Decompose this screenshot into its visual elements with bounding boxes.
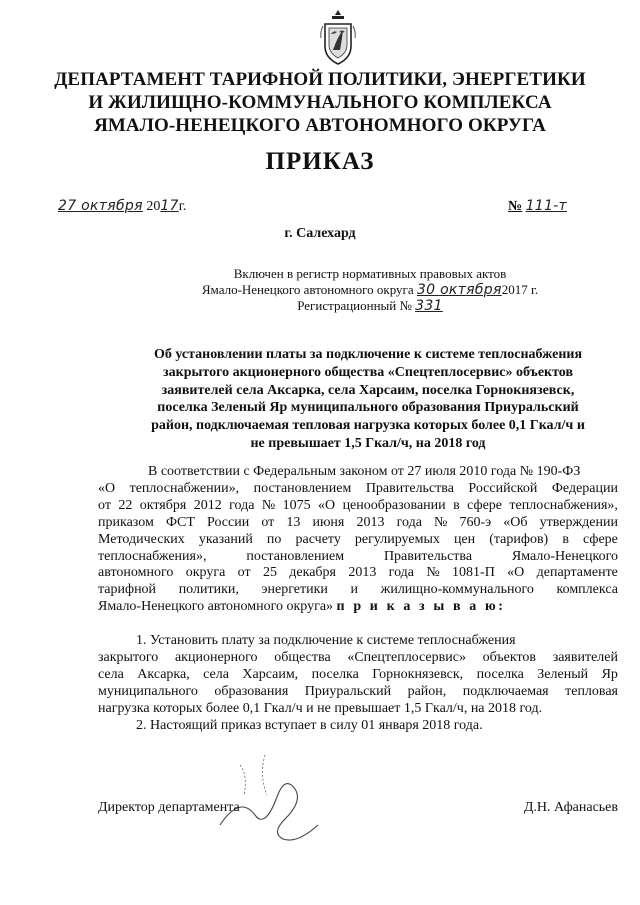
word: и [350, 582, 359, 598]
word: Федерации [551, 480, 618, 496]
word: указаний [198, 531, 253, 547]
registration-line-2-prefix: Ямало-Ненецкого автономного округа [201, 282, 414, 297]
word: в [453, 497, 460, 513]
word: 1075 [282, 497, 311, 513]
item-1-first-line: 1. Установить плату за подключение к системе теплоснабжения [136, 633, 516, 649]
word: «Спецтеплосервис» [347, 650, 466, 666]
word: ценообразовании [342, 497, 446, 513]
word: 2013 [348, 565, 377, 581]
word: сфере [467, 497, 502, 513]
order-number-label: № [508, 199, 523, 214]
word: 1081-П [452, 565, 495, 581]
word: муниципального [98, 683, 198, 699]
word: тепловая [565, 683, 618, 699]
word: объектов [482, 650, 537, 666]
word: в [562, 531, 569, 547]
word: «О [98, 480, 116, 496]
preamble-row [98, 515, 618, 532]
word: декабря [289, 565, 336, 581]
item-1-row [98, 667, 618, 684]
word: район, [407, 683, 447, 699]
order-subject [128, 346, 608, 453]
subject-line: Об установлении платы за подключение к системе теплоснабжения [153, 347, 583, 362]
order-number-handwritten: 111-т [525, 198, 568, 214]
word: 22 [118, 497, 133, 513]
registration-stamp [190, 266, 550, 314]
word: Аксарка, [137, 666, 190, 682]
word: № [426, 565, 440, 581]
word: России [207, 514, 250, 530]
preamble-row [98, 565, 618, 582]
signatory-position: Директор департамента [98, 800, 240, 815]
word: теплоснабжения», [98, 548, 207, 564]
word: теплоснабжении», [129, 480, 240, 496]
preamble-last-text: Ямало-Ненецкого автономного округа» [98, 599, 334, 615]
subject-line: закрытого акционерного общества «Спецтеплосервис» объектов [163, 364, 573, 380]
word: акционерного [174, 650, 258, 666]
word: села [98, 666, 124, 682]
registration-number-handwritten: 331 [415, 298, 443, 314]
word: года [396, 514, 422, 530]
order-body [98, 464, 618, 735]
order-year-suffix: г. [178, 199, 187, 214]
department-line-2: И ЖИЛИЩНО-КОММУНАЛЬНОГО КОМПЛЕКСА [88, 92, 552, 113]
word: автономного [98, 565, 174, 581]
preamble-row [98, 498, 618, 515]
word: года [229, 497, 255, 513]
subject-line: поселка Зеленый Яр муниципального образования Приуральский [157, 400, 579, 416]
department-line-1: ДЕПАРТАМЕНТ ТАРИФНОЙ ПОЛИТИКИ, ЭНЕРГЕТИКИ [54, 69, 586, 90]
document-type-title: ПРИКАЗ [265, 148, 375, 175]
registration-number-label: Регистрационный № [297, 298, 412, 313]
word: регулируемых [354, 531, 440, 547]
item-1-last-line: нагрузка которых более 0,1 Гкал/ч и не превышает 1,5 Гкал/ч, на 2018 год. [98, 700, 543, 716]
word: подключаемая [462, 683, 549, 699]
word: Правительства [365, 480, 454, 496]
order-year-prefix: 20 [146, 199, 161, 214]
word: от [98, 497, 111, 513]
department-line-3: ЯМАЛО-НЕНЕЦКОГО АВТОНОМНОГО ОКРУГА [94, 115, 546, 136]
word: постановлением [253, 480, 352, 496]
word: 25 [262, 565, 277, 581]
preamble-last-line [98, 599, 618, 616]
order-number [508, 198, 567, 215]
word: утверждении [539, 514, 618, 530]
word: 13 [286, 514, 301, 530]
word: по [266, 531, 282, 547]
word: постановлением [246, 548, 345, 564]
word: 760-э [459, 514, 492, 530]
preamble-row [98, 549, 618, 566]
word: образования [214, 683, 289, 699]
word: энергетики [261, 582, 328, 598]
word: комплекса [556, 582, 618, 598]
word: села [203, 666, 229, 682]
preamble-first-line: В соответствии с Федеральным законом от 27 июля 2010 года № 190-ФЗ [148, 464, 581, 479]
signatory-name: Д.Н. Афанасьев [523, 800, 618, 815]
item-2: 2. Настоящий приказ вступает в силу 01 января 2018 года. [136, 717, 483, 733]
word: года [388, 565, 414, 581]
word: тарифной [98, 582, 157, 598]
word: Правительства [383, 548, 473, 564]
paragraph-gap [98, 616, 618, 633]
word: политики, [178, 582, 239, 598]
word: общества [274, 650, 331, 666]
word: 2012 [193, 497, 222, 513]
word: Приуральский [304, 683, 392, 699]
word: «Об [503, 514, 528, 530]
word: Российской [468, 480, 538, 496]
word: октября [139, 497, 187, 513]
word: «О [507, 565, 525, 581]
subject-line: не превышает 1,5 Гкал/ч, на 2018 год [250, 435, 486, 451]
word: округа [185, 565, 226, 581]
word: расчету [295, 531, 341, 547]
handwritten-signature [210, 745, 330, 845]
registration-line-2-suffix: 2017 г. [501, 282, 539, 297]
preamble-row [98, 481, 618, 498]
word: № [434, 514, 448, 530]
item-1-row [98, 650, 618, 667]
word: жилищно-коммунального [380, 582, 534, 598]
word: 2013 [356, 514, 385, 530]
issue-city: г. Салехард [284, 226, 356, 241]
word: июня [312, 514, 345, 530]
word: Ямало-Ненецкого [511, 548, 618, 564]
word: ФСТ [165, 514, 195, 530]
registration-line-2 [190, 282, 550, 298]
subject-line: заявителей села Аксарка, села Харсаим, поселка Горнокнязевск, [161, 382, 575, 398]
department-header [40, 68, 600, 137]
item-1-row [98, 684, 618, 701]
order-year-handwritten: 17 [160, 198, 179, 214]
word: № [261, 497, 276, 513]
word: Яр [601, 666, 618, 682]
word: приказом [98, 514, 154, 530]
word: «О [318, 497, 336, 513]
preamble-row [98, 582, 618, 599]
word: Харсаим, [242, 666, 299, 682]
order-date-handwritten: 27 октября [58, 198, 143, 214]
word: от [237, 565, 251, 581]
coat-of-arms-emblem [318, 8, 358, 70]
word: Горнокнязевск, [372, 666, 464, 682]
word: поселка [311, 666, 359, 682]
preamble-row [98, 532, 618, 549]
registration-line-1: Включен в регистр нормативных правовых актов [233, 266, 507, 281]
word: от [261, 514, 275, 530]
word: Методических [98, 531, 185, 547]
order-word: п р и к а з ы в а ю: [336, 599, 506, 615]
registration-line-3 [190, 298, 550, 314]
word: департаменте [536, 565, 618, 581]
word: заявителей [552, 650, 618, 666]
word: Зеленый [537, 666, 589, 682]
order-date [58, 198, 186, 215]
word: поселка [476, 666, 524, 682]
word: закрытого [98, 650, 159, 666]
word: теплоснабжения», [509, 497, 618, 513]
word: сфере [583, 531, 618, 547]
registration-date-handwritten: 30 октября [416, 282, 502, 298]
word: цен [453, 531, 476, 547]
word: (тарифов) [489, 531, 549, 547]
subject-line: район, подключаемая тепловая нагрузка которых более 0,1 Гкал/ч и [151, 418, 585, 434]
